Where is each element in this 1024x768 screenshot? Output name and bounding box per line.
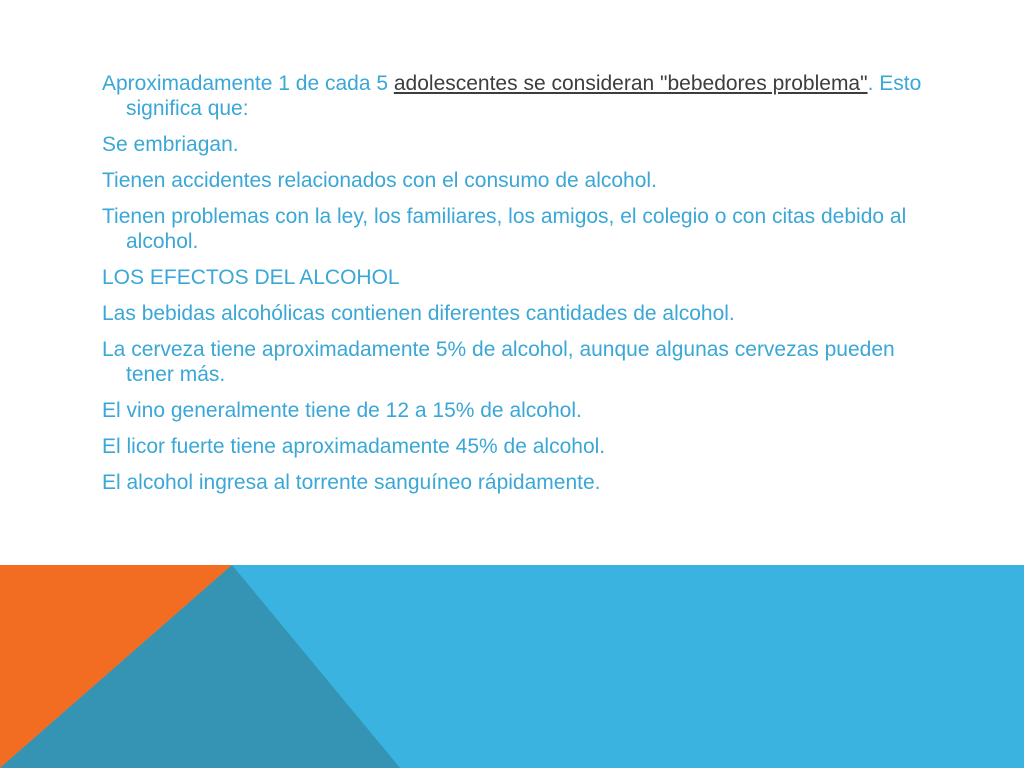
problem-drinkers-link[interactable]: adolescentes se consideran "bebedores problema" bbox=[393, 72, 868, 95]
decorative-band-shapes bbox=[0, 565, 1024, 768]
line-accidents: Tienen accidentes relacionados con el consumo de alcohol. bbox=[102, 169, 657, 192]
line-wine: El vino generalmente tiene de 12 a 15% de alcohol. bbox=[102, 399, 582, 422]
section-heading-effects: LOS EFECTOS DEL ALCOHOL bbox=[102, 266, 400, 289]
slide-body bbox=[102, 71, 932, 506]
intro-text-end: . Esto significa que: bbox=[126, 72, 922, 120]
line-get-drunk: Se embriagan. bbox=[102, 133, 239, 156]
line-bloodstream: El alcohol ingresa al torrente sanguíneo rápidamente. bbox=[102, 471, 601, 494]
paragraph-intro bbox=[102, 71, 932, 121]
line-alcohol-amounts: Las bebidas alcohólicas contienen diferentes cantidades de alcohol. bbox=[102, 302, 735, 325]
decorative-band bbox=[0, 565, 1024, 768]
intro-text-start: Aproximadamente 1 de cada 5 bbox=[102, 72, 394, 95]
line-beer: La cerveza tiene aproximadamente 5% de alcohol, aunque algunas cervezas pueden tener más. bbox=[102, 338, 895, 386]
line-liquor: El licor fuerte tiene aproximadamente 45% de alcohol. bbox=[102, 435, 606, 458]
line-problems: Tienen problemas con la ley, los familiares, los amigos, el colegio o con citas debido al alcohol. bbox=[102, 205, 907, 253]
